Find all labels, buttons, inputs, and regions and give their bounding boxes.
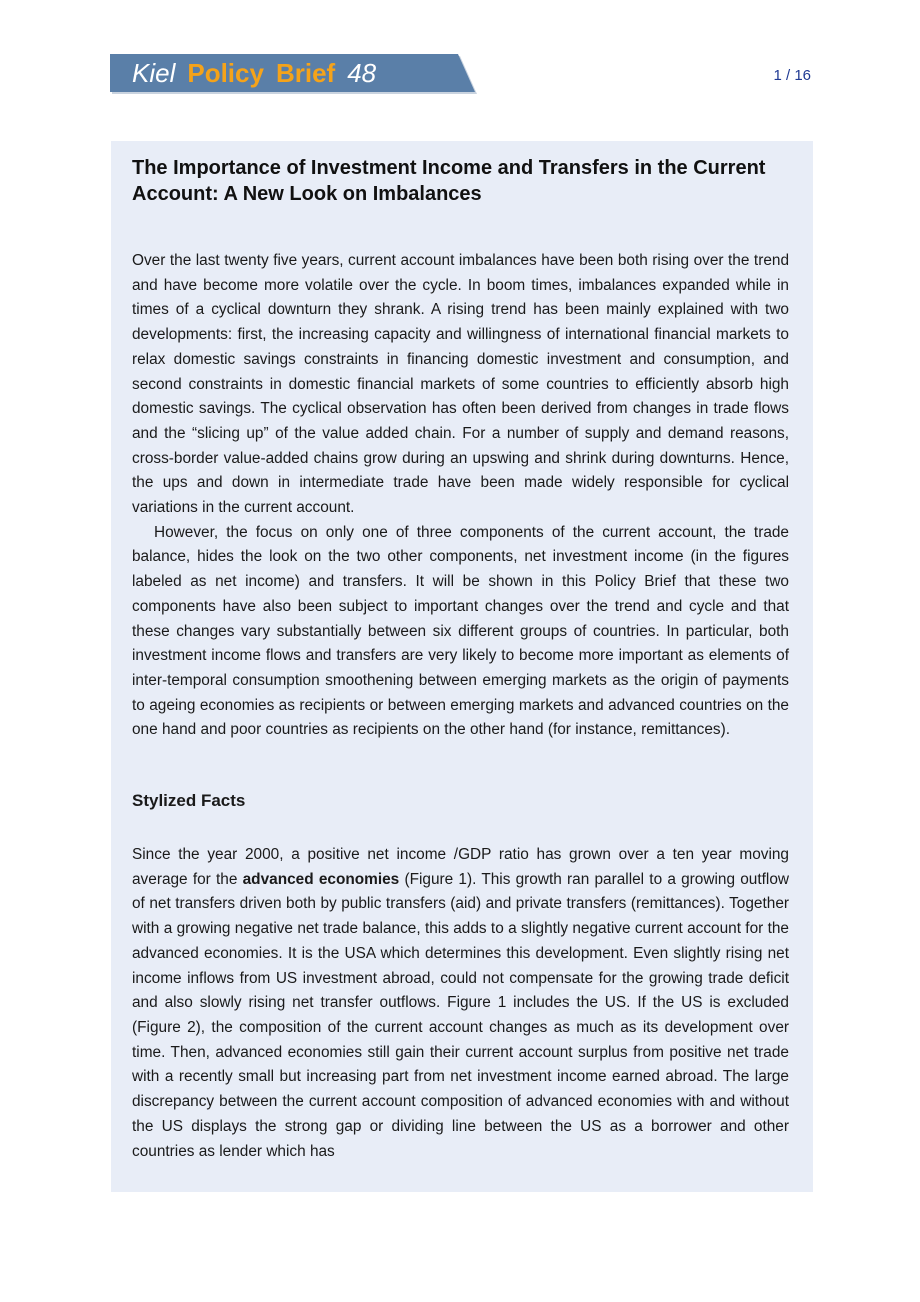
section-heading: Stylized Facts <box>132 791 246 811</box>
paragraph-text: (Figure 1). This growth ran parallel to a growing outflow of net transfers driven both by public transfers (aid) and private transfers (remittances). Together with a growing negative net trade balance, this adds to a slightly negative current account for the advanced economies. It is the USA which determines this development. Even slightly rising net income inflows from US investment abroad, could not compensate for the growing trade deficit and also slowly rising net transfer outflows. Figure 1 includes the US. If the US is excluded (Figure 2), the composition of the current account changes as much as its development over time. Then, advanced economies still gain their current account surplus from positive net trade with a recently small but increasing part from net investment income earned abroad. The large discrepancy between the current account composition of advanced economies with and without the US displays the strong gap or dividing line between the US as a borrower and other countries as lender which has <box>132 870 789 1160</box>
series-word-policy: Policy <box>187 58 264 88</box>
paragraph-components: However, the focus on only one of three components of the current account, the trade balance, hides the look on the two other components, net investment income (in the figures labeled as net income) and transfers. It will be shown in this Policy Brief that these two components have also been subject to important changes over the trend and cycle and that these changes vary substantially between six different groups of countries. In particular, both investment income flows and transfers are very likely to become more important as elements of inter-temporal consumption smoothening between emerging markets as the origin of payments to ageing economies as recipients or between emerging markets and advanced countries on the one hand and poor countries as recipients on the other hand (for instance, remittances). <box>132 523 789 739</box>
article-body <box>111 141 813 1192</box>
paragraph-text: Since the year 2000, a positive net income /GDP ratio has grown over a ten year moving average for the <box>132 846 789 888</box>
series-logo <box>132 56 388 90</box>
article-title: The Importance of Investment Income and Transfers in the Current Account: A New Look on Imbalances <box>132 157 766 205</box>
paragraph-stylized-facts <box>132 843 789 1164</box>
series-word-brief: Brief <box>275 58 336 88</box>
series-word-kiel: Kiel <box>132 58 176 88</box>
series-number: 48 <box>347 58 377 88</box>
paragraph-emphasis: advanced economies <box>242 870 400 888</box>
paragraph-intro: Over the last twenty five years, current account imbalances have been both rising over the trend and have become more volatile over the cycle. In boom times, imbalances expanded while in times of a cyclical downturn they shrank. A rising trend has been mainly explained with two developments: first, the increasing capacity and willingness of international financial markets to relax domestic savings constraints in financing domestic investment and consumption, and second constraints in domestic financial markets of some countries to efficiently absorb high domestic savings. The cyclical observation has often been derived from changes in trade flows and the “slicing up” of the value added chain. For a number of supply and demand reasons, cross-border value-added chains grow during an upswing and shrink during downturns. Hence, the ups and down in intermediate trade have been made widely responsible for cyclical variations in the current account. <box>132 252 789 517</box>
page-indicator: 1 / 16 <box>773 67 811 84</box>
